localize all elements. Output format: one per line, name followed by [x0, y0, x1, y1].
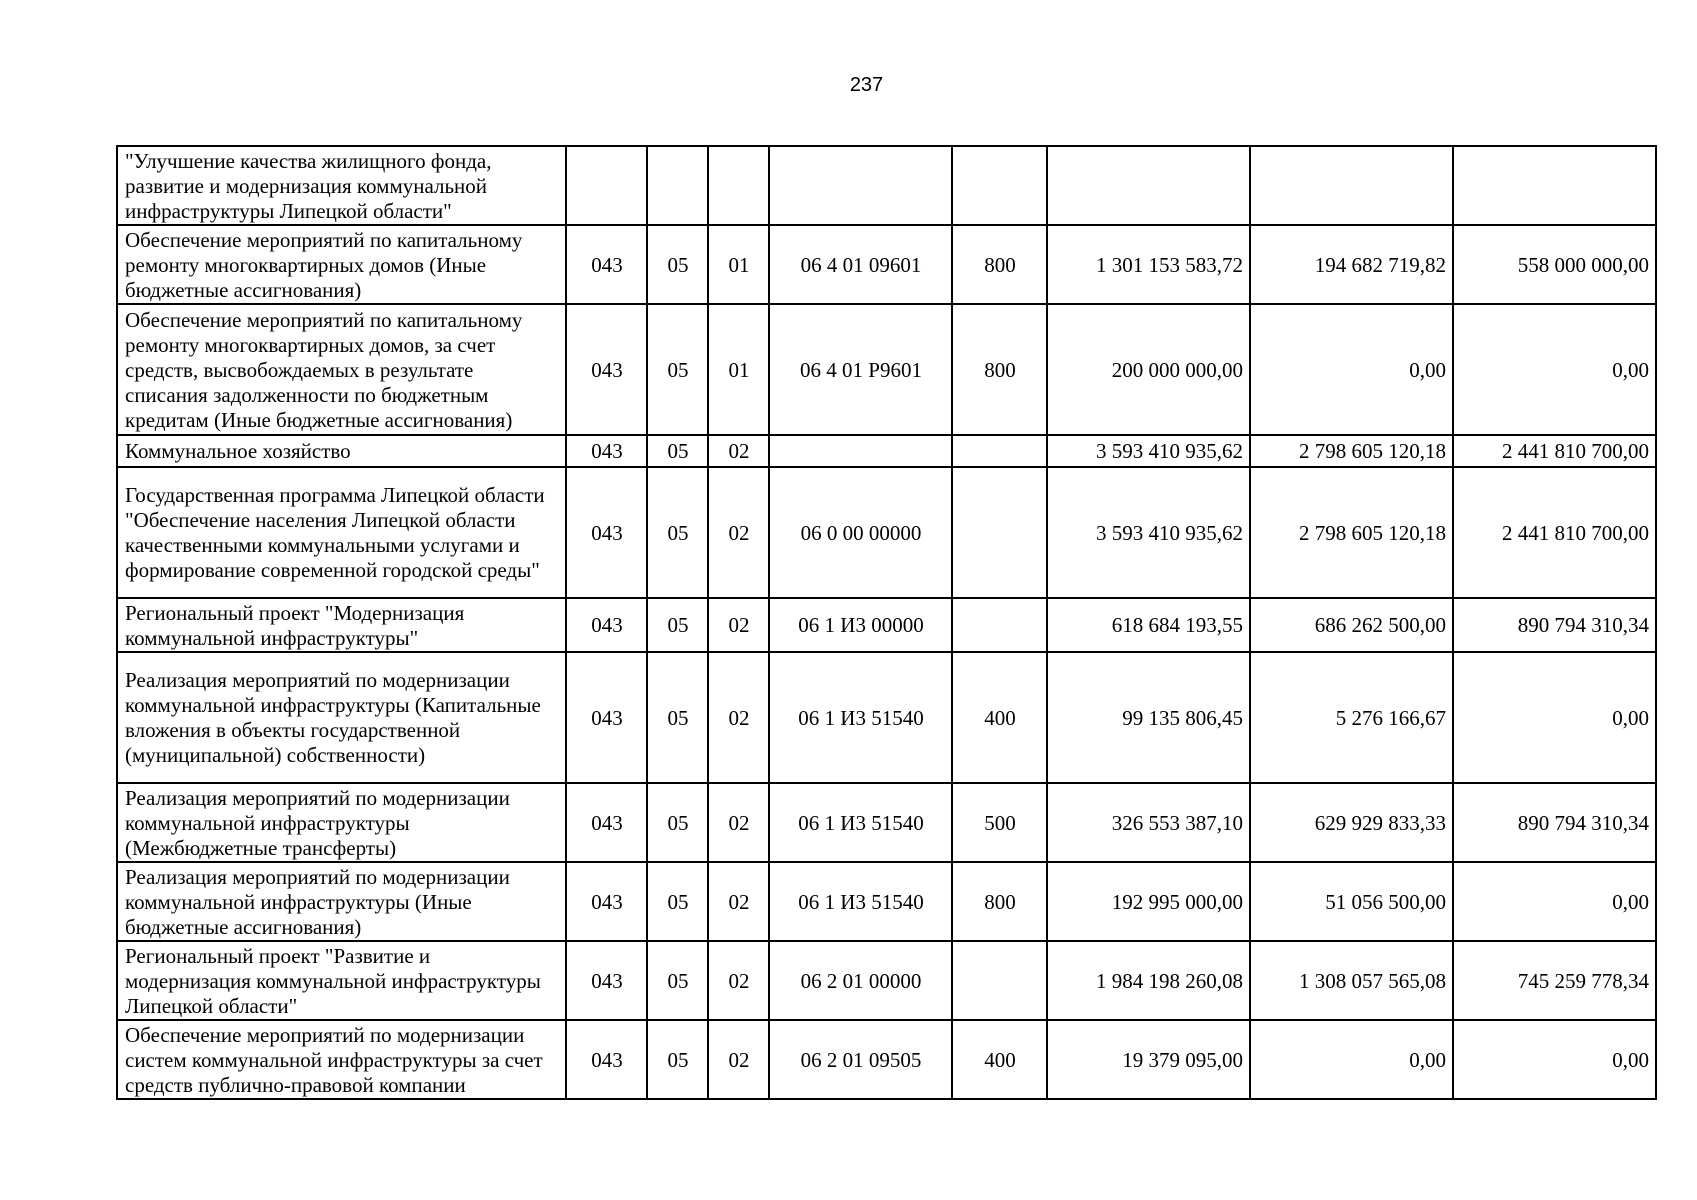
section-code-cell: 05: [647, 304, 708, 435]
table-row: [117, 467, 1656, 598]
ministry-code-cell: 043: [566, 435, 647, 467]
amount-year-1-cell: 192 995 000,00: [1047, 862, 1250, 941]
amount-year-1-cell: 99 135 806,45: [1047, 652, 1250, 783]
table-row: [117, 304, 1656, 435]
ministry-code-cell: 043: [566, 304, 647, 435]
amount-year-1-cell: 326 553 387,10: [1047, 783, 1250, 862]
amount-year-3-cell: 0,00: [1453, 1020, 1656, 1099]
target-article-cell: 06 0 00 00000: [769, 467, 952, 598]
row-name-cell: Реализация мероприятий по модернизации коммунальной инфраструктуры (Капитальные вложения в объекты государственной (муниципальной) собственности): [117, 652, 566, 783]
section-code-cell: 05: [647, 435, 708, 467]
amount-year-2-cell: [1250, 146, 1453, 225]
section-code-cell: 05: [647, 598, 708, 652]
section-code-cell: [647, 146, 708, 225]
amount-year-3-cell: 2 441 810 700,00: [1453, 467, 1656, 598]
section-code-cell: 05: [647, 225, 708, 304]
expense-type-cell: 400: [952, 1020, 1047, 1099]
row-name-cell: Коммунальное хозяйство: [117, 435, 566, 467]
table-row: [117, 941, 1656, 1020]
ministry-code-cell: 043: [566, 1020, 647, 1099]
amount-year-2-cell: 5 276 166,67: [1250, 652, 1453, 783]
table-row: [117, 435, 1656, 467]
expense-type-cell: [952, 467, 1047, 598]
amount-year-1-cell: 3 593 410 935,62: [1047, 435, 1250, 467]
table-row: [117, 598, 1656, 652]
amount-year-3-cell: 890 794 310,34: [1453, 598, 1656, 652]
expense-type-cell: 800: [952, 862, 1047, 941]
row-name-cell: "Улучшение качества жилищного фонда, развитие и модернизация коммунальной инфраструктуры Липецкой области": [117, 146, 566, 225]
amount-year-2-cell: 686 262 500,00: [1250, 598, 1453, 652]
subsection-code-cell: 01: [708, 225, 769, 304]
row-name-cell: Региональный проект "Развитие и модернизация коммунальной инфраструктуры Липецкой области": [117, 941, 566, 1020]
subsection-code-cell: 01: [708, 304, 769, 435]
table-row: [117, 1020, 1656, 1099]
amount-year-2-cell: 629 929 833,33: [1250, 783, 1453, 862]
expense-type-cell: [952, 941, 1047, 1020]
expense-type-cell: [952, 435, 1047, 467]
amount-year-3-cell: 745 259 778,34: [1453, 941, 1656, 1020]
ministry-code-cell: 043: [566, 862, 647, 941]
expense-type-cell: [952, 146, 1047, 225]
amount-year-2-cell: 51 056 500,00: [1250, 862, 1453, 941]
amount-year-2-cell: 194 682 719,82: [1250, 225, 1453, 304]
amount-year-1-cell: 200 000 000,00: [1047, 304, 1250, 435]
amount-year-1-cell: 1 301 153 583,72: [1047, 225, 1250, 304]
ministry-code-cell: 043: [566, 941, 647, 1020]
target-article-cell: 06 2 01 09505: [769, 1020, 952, 1099]
row-name-cell: Обеспечение мероприятий по модернизации систем коммунальной инфраструктуры за счет средств публично-правовой компании: [117, 1020, 566, 1099]
amount-year-3-cell: 558 000 000,00: [1453, 225, 1656, 304]
expense-type-cell: 500: [952, 783, 1047, 862]
subsection-code-cell: 02: [708, 1020, 769, 1099]
amount-year-1-cell: [1047, 146, 1250, 225]
amount-year-2-cell: 1 308 057 565,08: [1250, 941, 1453, 1020]
subsection-code-cell: 02: [708, 783, 769, 862]
ministry-code-cell: [566, 146, 647, 225]
amount-year-3-cell: 0,00: [1453, 304, 1656, 435]
subsection-code-cell: [708, 146, 769, 225]
expense-type-cell: 800: [952, 225, 1047, 304]
target-article-cell: 06 4 01 Р9601: [769, 304, 952, 435]
section-code-cell: 05: [647, 783, 708, 862]
amount-year-3-cell: 0,00: [1453, 652, 1656, 783]
ministry-code-cell: 043: [566, 225, 647, 304]
budget-table: [116, 145, 1657, 1100]
amount-year-2-cell: 0,00: [1250, 304, 1453, 435]
table-row: [117, 862, 1656, 941]
target-article-cell: [769, 435, 952, 467]
ministry-code-cell: 043: [566, 598, 647, 652]
target-article-cell: [769, 146, 952, 225]
amount-year-3-cell: 890 794 310,34: [1453, 783, 1656, 862]
table-row: [117, 652, 1656, 783]
amount-year-3-cell: [1453, 146, 1656, 225]
amount-year-2-cell: 0,00: [1250, 1020, 1453, 1099]
target-article-cell: 06 1 И3 51540: [769, 652, 952, 783]
row-name-cell: Государственная программа Липецкой области "Обеспечение населения Липецкой области качественными коммунальными услугами и формирование современной городской среды": [117, 467, 566, 598]
target-article-cell: 06 1 И3 51540: [769, 862, 952, 941]
subsection-code-cell: 02: [708, 467, 769, 598]
subsection-code-cell: 02: [708, 435, 769, 467]
amount-year-3-cell: 0,00: [1453, 862, 1656, 941]
amount-year-3-cell: 2 441 810 700,00: [1453, 435, 1656, 467]
table-row: [117, 146, 1656, 225]
amount-year-2-cell: 2 798 605 120,18: [1250, 435, 1453, 467]
ministry-code-cell: 043: [566, 467, 647, 598]
section-code-cell: 05: [647, 941, 708, 1020]
page-number: 237: [849, 74, 884, 96]
target-article-cell: 06 4 01 09601: [769, 225, 952, 304]
table-row: [117, 225, 1656, 304]
target-article-cell: 06 1 И3 00000: [769, 598, 952, 652]
expense-type-cell: [952, 598, 1047, 652]
subsection-code-cell: 02: [708, 941, 769, 1020]
expense-type-cell: 800: [952, 304, 1047, 435]
subsection-code-cell: 02: [708, 652, 769, 783]
ministry-code-cell: 043: [566, 652, 647, 783]
amount-year-1-cell: 1 984 198 260,08: [1047, 941, 1250, 1020]
row-name-cell: Обеспечение мероприятий по капитальному ремонту многоквартирных домов, за счет средств, высвобождаемых в результате списания задолженности по бюджетным кредитам (Иные бюджетные ассигнования): [117, 304, 566, 435]
row-name-cell: Обеспечение мероприятий по капитальному ремонту многоквартирных домов (Иные бюджетные ассигнования): [117, 225, 566, 304]
section-code-cell: 05: [647, 467, 708, 598]
amount-year-2-cell: 2 798 605 120,18: [1250, 467, 1453, 598]
row-name-cell: Региональный проект "Модернизация коммунальной инфраструктуры": [117, 598, 566, 652]
ministry-code-cell: 043: [566, 783, 647, 862]
amount-year-1-cell: 19 379 095,00: [1047, 1020, 1250, 1099]
section-code-cell: 05: [647, 862, 708, 941]
expense-type-cell: 400: [952, 652, 1047, 783]
target-article-cell: 06 1 И3 51540: [769, 783, 952, 862]
table-row: [117, 783, 1656, 862]
amount-year-1-cell: 3 593 410 935,62: [1047, 467, 1250, 598]
subsection-code-cell: 02: [708, 598, 769, 652]
row-name-cell: Реализация мероприятий по модернизации коммунальной инфраструктуры (Иные бюджетные ассигнования): [117, 862, 566, 941]
section-code-cell: 05: [647, 1020, 708, 1099]
target-article-cell: 06 2 01 00000: [769, 941, 952, 1020]
subsection-code-cell: 02: [708, 862, 769, 941]
section-code-cell: 05: [647, 652, 708, 783]
amount-year-1-cell: 618 684 193,55: [1047, 598, 1250, 652]
row-name-cell: Реализация мероприятий по модернизации коммунальной инфраструктуры (Межбюджетные трансферты): [117, 783, 566, 862]
